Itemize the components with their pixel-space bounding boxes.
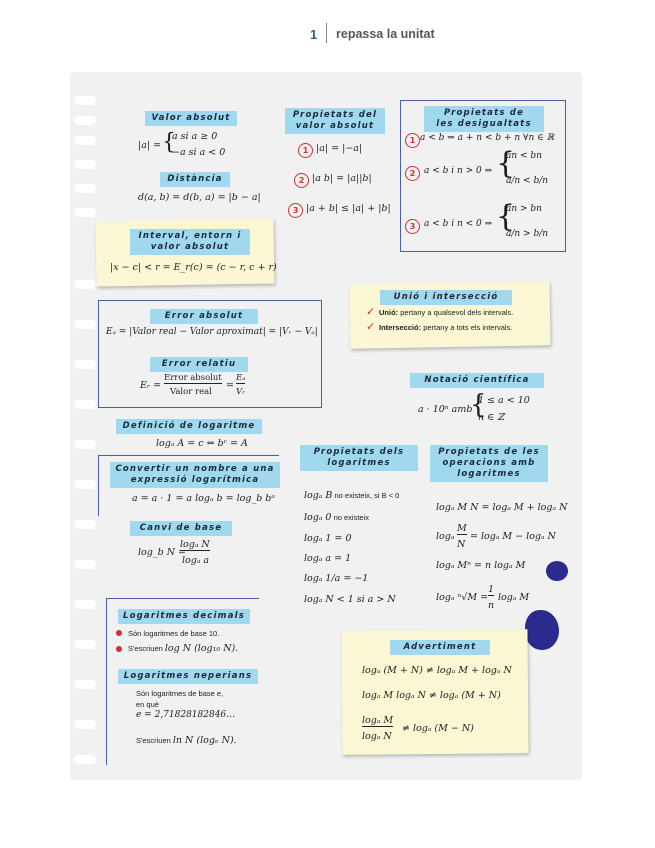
decimals-b2 [128, 643, 238, 654]
neperians-l4 [136, 735, 237, 746]
desig-3-bottom: a/n > b/n [506, 229, 549, 239]
title-line: logaritmes [327, 458, 391, 468]
prop-op-2-rhs: = logₐ M − logₐ N [470, 531, 556, 542]
advertiment-1: logₐ (M + N) ≠ logₐ M + logₐ N [362, 665, 512, 676]
prop-op-4-num: 1 [488, 584, 495, 595]
brace-icon: { [162, 130, 176, 155]
notacio-case1: 1 ≤ a < 10 [478, 395, 530, 406]
binder-hole [74, 600, 96, 609]
error-relatiu-num2: Eₐ [236, 373, 246, 383]
unio-text: pertany a qualsevol dels intervals. [398, 308, 514, 317]
desig-1: a < b ⇒ a + n < b + n ∀n ∈ ℝ [420, 133, 555, 143]
prop-op-4-rhs: logₐ M [498, 592, 530, 603]
binder-hole [74, 280, 96, 289]
title-line: valor absolut [295, 121, 375, 131]
definicio-title: Definició de logaritme [116, 419, 262, 434]
title-line: Propietats de les [438, 447, 540, 457]
bullet-icon [116, 646, 122, 652]
error-relatiu-eq: = [226, 380, 234, 391]
advertiment-3-rhs: ≠ logₐ (M − N) [402, 723, 474, 734]
marker-2: 2 [294, 173, 309, 188]
prop-ops-title [430, 445, 548, 482]
title-line: les desigualtats [436, 119, 532, 129]
title-line: Interval, entorn i [138, 231, 242, 241]
error-absolut-formula: Eₐ = |Valor real − Valor aproximat| = |Vᵣ − Vₐ| [106, 327, 318, 337]
desig-2-lhs: a < b i n > 0 ⇒ [424, 166, 493, 176]
binder-hole [74, 136, 96, 145]
decimals-b2-text: S'escriuen [128, 644, 165, 653]
marker-1: 1 [298, 143, 313, 158]
notacio-title: Notació científica [410, 373, 544, 388]
distancia-title: Distància [160, 172, 230, 187]
error-relatiu-num: Error absolut [164, 373, 222, 383]
prop-op-2-num: M [457, 523, 467, 534]
interseccio-text: pertany a tots els intervals. [421, 323, 513, 332]
binder-hole [74, 560, 96, 569]
decimals-b2-math: log N (log₁₀ N). [164, 643, 239, 654]
canvi-lhs: log_b N = [138, 547, 186, 558]
marker-3: 3 [405, 219, 420, 234]
prop-log-1-math: logₐ B [304, 490, 333, 501]
title-line: Propietats de [443, 108, 525, 118]
interseccio-bold: Intersecció: [379, 323, 422, 332]
notacio-lhs: a · 10ⁿ amb [418, 404, 473, 415]
interval-title [130, 229, 250, 255]
ink-blot [546, 561, 568, 581]
prop-log-2-note: no existeix [331, 513, 370, 522]
prop-log-1-note: no existeix, si B < 0 [332, 491, 400, 500]
check-icon: ✓ [366, 305, 376, 318]
binder-hole [74, 360, 96, 369]
convertir-title [110, 462, 280, 488]
valor-absolut-title: Valor absolut [145, 111, 237, 126]
neperians-l2: en què [136, 700, 159, 709]
neperians-title: Logaritmes neperians [118, 669, 258, 684]
prop-log-5: logₐ 1/a = −1 [304, 573, 369, 584]
brace-icon: { [470, 390, 487, 420]
title-line: expressió logarítmica [130, 475, 260, 485]
unio-line1 [379, 308, 513, 317]
error-relatiu-den: Valor real [170, 387, 212, 397]
binder-hole [74, 320, 96, 329]
advertiment-3-den: logₐ N [362, 731, 392, 742]
desig-2-bottom: a/n < b/n [506, 176, 549, 186]
header-title: repassa la unitat [336, 27, 435, 41]
desig-3-lhs: a < b i n < 0 ⇒ [424, 219, 493, 229]
error-relatiu-lhs: Eᵣ = [140, 380, 162, 391]
neperians-l1: Són logaritmes de base e, [136, 689, 224, 698]
binder-hole [74, 96, 96, 105]
binder-hole [74, 116, 96, 125]
prop-log-1 [304, 490, 399, 501]
unit-number: 1 [310, 27, 318, 42]
prop-logs-title [300, 445, 418, 471]
prop-desigualtats-title [424, 106, 544, 132]
title-line: Convertir un nombre a una [115, 464, 275, 474]
binder-hole [74, 440, 96, 449]
prop-log-2 [304, 512, 369, 523]
unio-title: Unió i intersecció [380, 290, 512, 305]
prop-op-2-lhs: logₐ [436, 531, 455, 542]
brace-icon: { [496, 146, 516, 181]
convertir-formula: a = a · 1 = a logₐ b = log_b bᵃ [132, 493, 275, 504]
binder-hole [74, 160, 96, 169]
distancia-formula: d(a, b) = d(b, a) = |b − a| [138, 192, 261, 203]
title-line: logaritmes [457, 469, 521, 479]
header-divider [326, 23, 327, 43]
prop-op-2-den: N [457, 539, 466, 550]
title-line: operacions amb [442, 458, 536, 468]
binder-hole [74, 520, 96, 529]
marker-3: 3 [288, 203, 303, 218]
ink-blot [525, 610, 559, 650]
canvi-title: Canvi de base [130, 521, 232, 536]
prop-op-4-lhs: logₐ ⁿ√M = [436, 592, 489, 603]
desig-2-top: an < bn [506, 151, 542, 161]
decimals-title: Logaritmes decimals [118, 609, 250, 624]
title-line: valor absolut [150, 242, 230, 252]
decimals-b1: Són logaritmes de base 10. [128, 629, 220, 638]
prop-log-2-math: logₐ 0 [304, 512, 332, 523]
binder-hole [74, 680, 96, 689]
error-relatiu-den2: Vᵣ [236, 387, 246, 397]
brace-icon: { [496, 199, 516, 234]
interval-formula: |x − c| < r = E_r(c) = (c − r, c + r) [110, 262, 277, 273]
binder-hole [74, 480, 96, 489]
prop-valor-absolut-title [285, 108, 385, 134]
prop-op-1: logₐ M N = logₐ M + logₐ N [436, 502, 568, 513]
neperians-l4-text: S'escriuen [136, 736, 173, 745]
desig-3-top: an > bn [506, 204, 542, 214]
title-line: Propietats dels [313, 447, 405, 457]
binder-hole [74, 720, 96, 729]
unio-bold: Unió: [379, 308, 399, 317]
neperians-l3: e = 2,71828182846… [136, 710, 236, 720]
bullet-icon [116, 630, 122, 636]
marker-1: 1 [405, 133, 420, 148]
title-line: Propietats del [292, 110, 378, 120]
marker-2: 2 [405, 166, 420, 181]
binder-hole [74, 640, 96, 649]
prop-log-6: logₐ N < 1 si a > N [304, 594, 396, 605]
error-absolut-title: Error absolut [150, 309, 258, 324]
binder-hole [74, 400, 96, 409]
binder-hole [74, 755, 96, 764]
neperians-l4-math: ln N (logₑ N). [172, 735, 237, 746]
prop-op-4-den: n [488, 600, 495, 611]
advertiment-title: Advertiment [390, 640, 490, 655]
prop-log-4: logₐ a = 1 [304, 553, 352, 564]
definicio-formula: logₐ A = c ⇔ bᶜ = A [156, 438, 248, 449]
error-relatiu-title: Error relatiu [150, 357, 248, 372]
advertiment-2: logₐ M logₐ N ≠ logₐ (M + N) [362, 690, 501, 701]
valor-absolut-lhs: |a| = [138, 140, 162, 151]
canvi-den: logₐ a [182, 555, 210, 566]
canvi-num: logₐ N [180, 539, 210, 550]
valor-absolut-case2: −a si a < 0 [172, 147, 226, 158]
binder-hole [74, 184, 96, 193]
prop-log-3: logₐ 1 = 0 [304, 533, 352, 544]
binder-hole [74, 208, 96, 217]
check-icon: ✓ [366, 320, 376, 333]
unio-line2 [379, 323, 512, 332]
prop-op-3: logₐ Mⁿ = n logₐ M [436, 560, 526, 571]
prop-va-3: |a + b| ≤ |a| + |b| [306, 203, 391, 214]
advertiment-3-num: logₐ M [362, 715, 394, 726]
valor-absolut-case1: a si a ≥ 0 [172, 131, 218, 142]
notacio-case2: n ∈ ℤ [478, 412, 505, 423]
prop-va-1: |a| = |−a| [316, 143, 363, 154]
prop-va-2: |a b| = |a||b| [312, 173, 372, 184]
